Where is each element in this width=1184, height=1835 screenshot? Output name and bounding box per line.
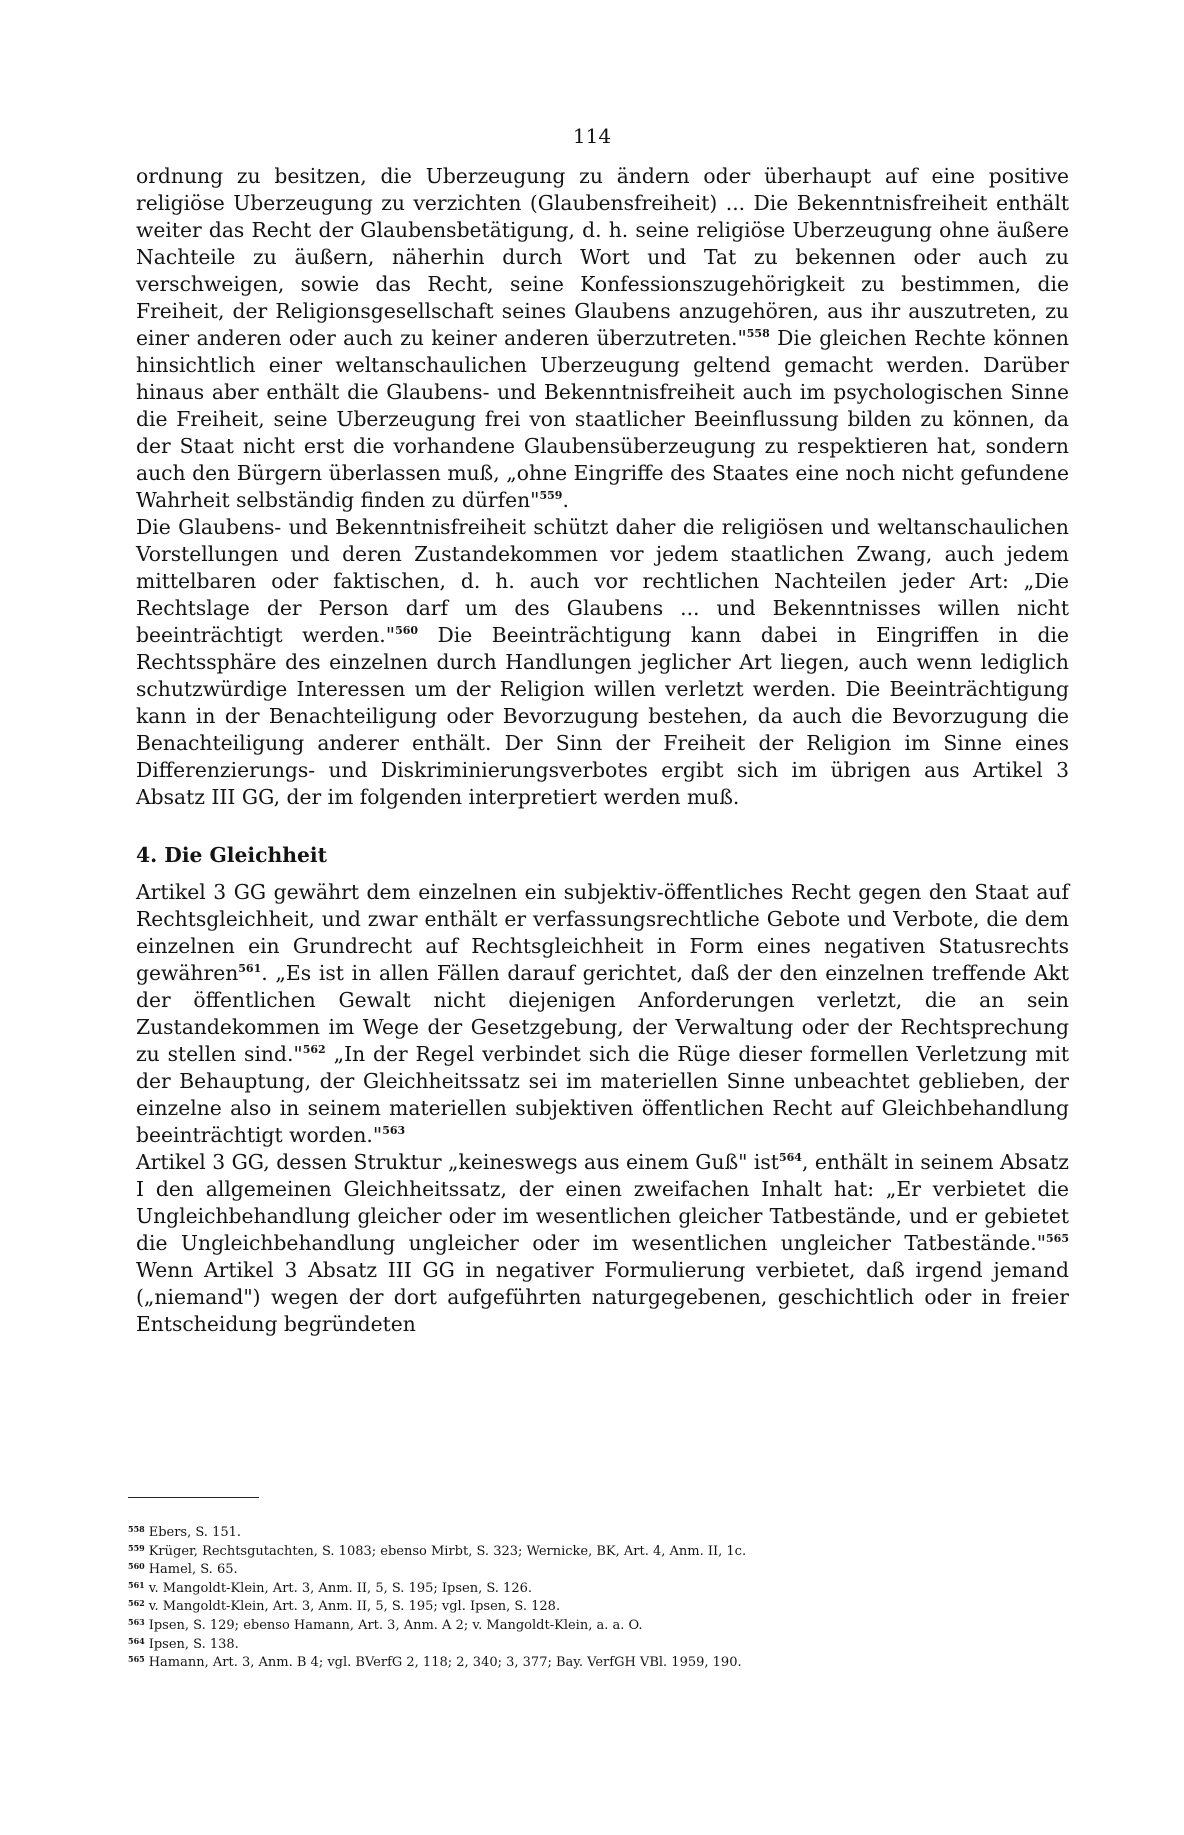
- paragraph-text: Artikel 3 GG, dessen Struktur „keineswegs aus einem Guß" ist: [136, 1150, 779, 1174]
- footnote: [128, 1578, 1068, 1597]
- footnote-number: 564: [128, 1635, 145, 1646]
- section-heading: 4. Die Gleichheit: [136, 843, 327, 867]
- paragraph-text: .: [562, 488, 569, 512]
- main-text: [136, 163, 1069, 1338]
- paragraph-text: ordnung zu besitzen, die Uberzeugung zu ändern oder überhaupt auf eine positive religiöse Uberzeugung zu verzichten (Glaubensfreiheit) ... Die Bekenntnisfreiheit enthält weiter das Recht der Glaubensbetätigung, d. h. seine religiöse Uberzeugung ohne äußere Nachteile zu äußern, näherhin durch Wort und Tat zu bekennen oder auch zu verschweigen, sowie das Recht, seine Konfessionszugehörigkeit zu bestimmen, die Freiheit, der Religionsgesellschaft seines Glaubens anzugehören, aus ihr auszutreten, zu einer anderen oder auch zu keiner anderen überzutreten.": [136, 164, 1069, 350]
- footnote-number: 565: [128, 1654, 145, 1665]
- footnote: [128, 1596, 1068, 1615]
- paragraph: [136, 879, 1069, 1149]
- paragraph: [136, 163, 1069, 514]
- paragraph-text: . „Es ist in allen Fällen darauf gerichtet, daß der den einzelnen treffende Akt der öffentlichen Gewalt nicht diejenigen Anforderungen verletzt, die an sein Zustandekommen im Wege der Gesetzgebung, der Verwaltung oder der Rechtsprechung zu stellen sind.": [136, 961, 1069, 1066]
- paragraph-text: „In der Regel verbindet sich die Rüge dieser formellen Verletzung mit der Behauptung, der Gleichheitssatz sei im materiellen Sinne unbeachtet geblieben, der einzelne also in seinem materiellen subjektiven öffentlichen Recht auf Gleichbehandlung beeinträchtigt worden.": [136, 1042, 1069, 1147]
- footnote-text: Hamel, S. 65.: [148, 1562, 238, 1578]
- footnote-text: v. Mangoldt-Klein, Art. 3, Anm. II, 5, S. 195; Ipsen, S. 126.: [148, 1580, 532, 1596]
- footnote: [128, 1615, 1068, 1634]
- footnote: [128, 1634, 1068, 1653]
- footnote-number: 562: [128, 1598, 145, 1609]
- paragraph-text: Artikel 3 GG gewährt dem einzelnen ein subjektiv-öffentliches Recht gegen den Staat auf Rechtsgleichheit, und zwar enthält er verfassungsrechtliche Gebote und Verbote, die dem einzelnen ein Grundrecht auf Rechtsgleichheit in Form eines negativen Statusrechts gewähren: [136, 880, 1069, 985]
- footnote-text: Ebers, S. 151.: [148, 1525, 242, 1540]
- paragraph: [136, 514, 1069, 811]
- footnote-ref: 562: [302, 1043, 326, 1056]
- paragraph-text: , enthält in seinem Absatz I den allgemeinen Gleichheitssatz, der einen zweifachen Inhalt hat: „Er verbietet die Ungleichbehandlung gleicher oder im wesentlichen gleicher Tatbestände, und er gebietet die Ungleichbehandlung ungleicher oder im wesentlichen ungleicher Tatbestände.": [136, 1150, 1069, 1255]
- footnote-text: v. Mangoldt-Klein, Art. 3, Anm. II, 5, S. 195; vgl. Ipsen, S. 128.: [148, 1599, 561, 1615]
- footnote-number: 558: [128, 1524, 145, 1534]
- footnote-ref: 564: [778, 1151, 802, 1164]
- footnote-number: 560: [128, 1561, 145, 1572]
- footnote-text: Hamann, Art. 3, Anm. B 4; vgl. BVerfG 2, 118; 2, 340; 3, 377; Bay. VerfGH VBl. 1959, 190.: [148, 1655, 742, 1671]
- footnote-number: 563: [128, 1616, 145, 1627]
- footnote-ref: 561: [238, 962, 262, 975]
- footnote-text: Ipsen, S. 138.: [148, 1636, 239, 1652]
- footnote-number: 559: [128, 1542, 145, 1553]
- footnote-ref: 560: [395, 624, 419, 637]
- paragraph-text: Wenn Artikel 3 Absatz III GG in negativer Formulierung verbietet, daß irgend jemand („niemand") wegen der dort aufgeführten naturgegebenen, geschichtlich oder in freier Entscheidung begründeten: [136, 1258, 1069, 1336]
- paragraph-text: Die gleichen Rechte können hinsichtlich einer weltanschaulichen Uberzeugung geltend gemacht werden. Darüber hinaus aber enthält die Glaubens- und Bekenntnisfreiheit auch im psychologischen Sinne die Freiheit, seine Uberzeugung frei von staatlicher Beeinflussung bilden zu können, da der Staat nicht erst die vorhandene Glaubensüberzeugung zu respektieren hat, sondern auch den Bürgern überlassen muß, „ohne Eingriffe des Staates eine noch nicht gefundene Wahrheit selbständig finden zu dürfen": [136, 326, 1069, 512]
- paragraph-text: Die Glaubens- und Bekenntnisfreiheit schützt daher die religiösen und weltanschaulichen Vorstellungen und deren Zustandekommen vor jedem staatlichen Zwang, auch jedem mittelbaren oder faktischen, d. h. auch vor rechtlichen Nachteilen jeder Art: „Die Rechtslage der Person darf um des Glaubens ... und Bekenntnisses willen nicht beeinträchtigt werden.": [136, 515, 1069, 647]
- page-number: 114: [572, 124, 612, 148]
- paragraph-text: Die Beeinträchtigung kann dabei in Eingriffen in die Rechtssphäre des einzelnen durch Handlungen jeglicher Art liegen, auch wenn lediglich schutzwürdige Interessen um der Religion willen verletzt werden. Die Beeinträchtigung kann in der Benachteiligung oder Bevorzugung bestehen, da auch die Bevorzugung die Benachteiligung anderer enthält. Der Sinn der Freiheit der Religion im Sinne eines Differenzierungs- und Diskriminierungsverbotes ergibt sich im übrigen aus Artikel 3 Absatz III GG, der im folgenden interpretiert werden muß.: [136, 623, 1069, 809]
- footnote-text: Ipsen, S. 129; ebenso Hamann, Art. 3, Anm. A 2; v. Mangoldt-Klein, a. a. O.: [148, 1617, 643, 1633]
- footnote: [128, 1522, 1068, 1541]
- footnote-ref: 559: [539, 489, 563, 502]
- footnote-ref: 558: [746, 327, 770, 340]
- footnote-ref: 565: [1046, 1232, 1069, 1245]
- paragraph: [136, 1149, 1069, 1338]
- footnotes: [128, 1522, 1068, 1671]
- footnote: [128, 1541, 1068, 1560]
- footnote-text: Krüger, Rechtsgutachten, S. 1083; ebenso Mirbt, S. 323; Wernicke, BK, Art. 4, Anm. II, 1c.: [148, 1543, 747, 1559]
- footnote: [128, 1652, 1068, 1671]
- footnote-number: 561: [128, 1579, 145, 1590]
- footnote: [128, 1559, 1068, 1578]
- footnote-ref: 563: [382, 1124, 406, 1137]
- footnote-divider: [128, 1497, 259, 1498]
